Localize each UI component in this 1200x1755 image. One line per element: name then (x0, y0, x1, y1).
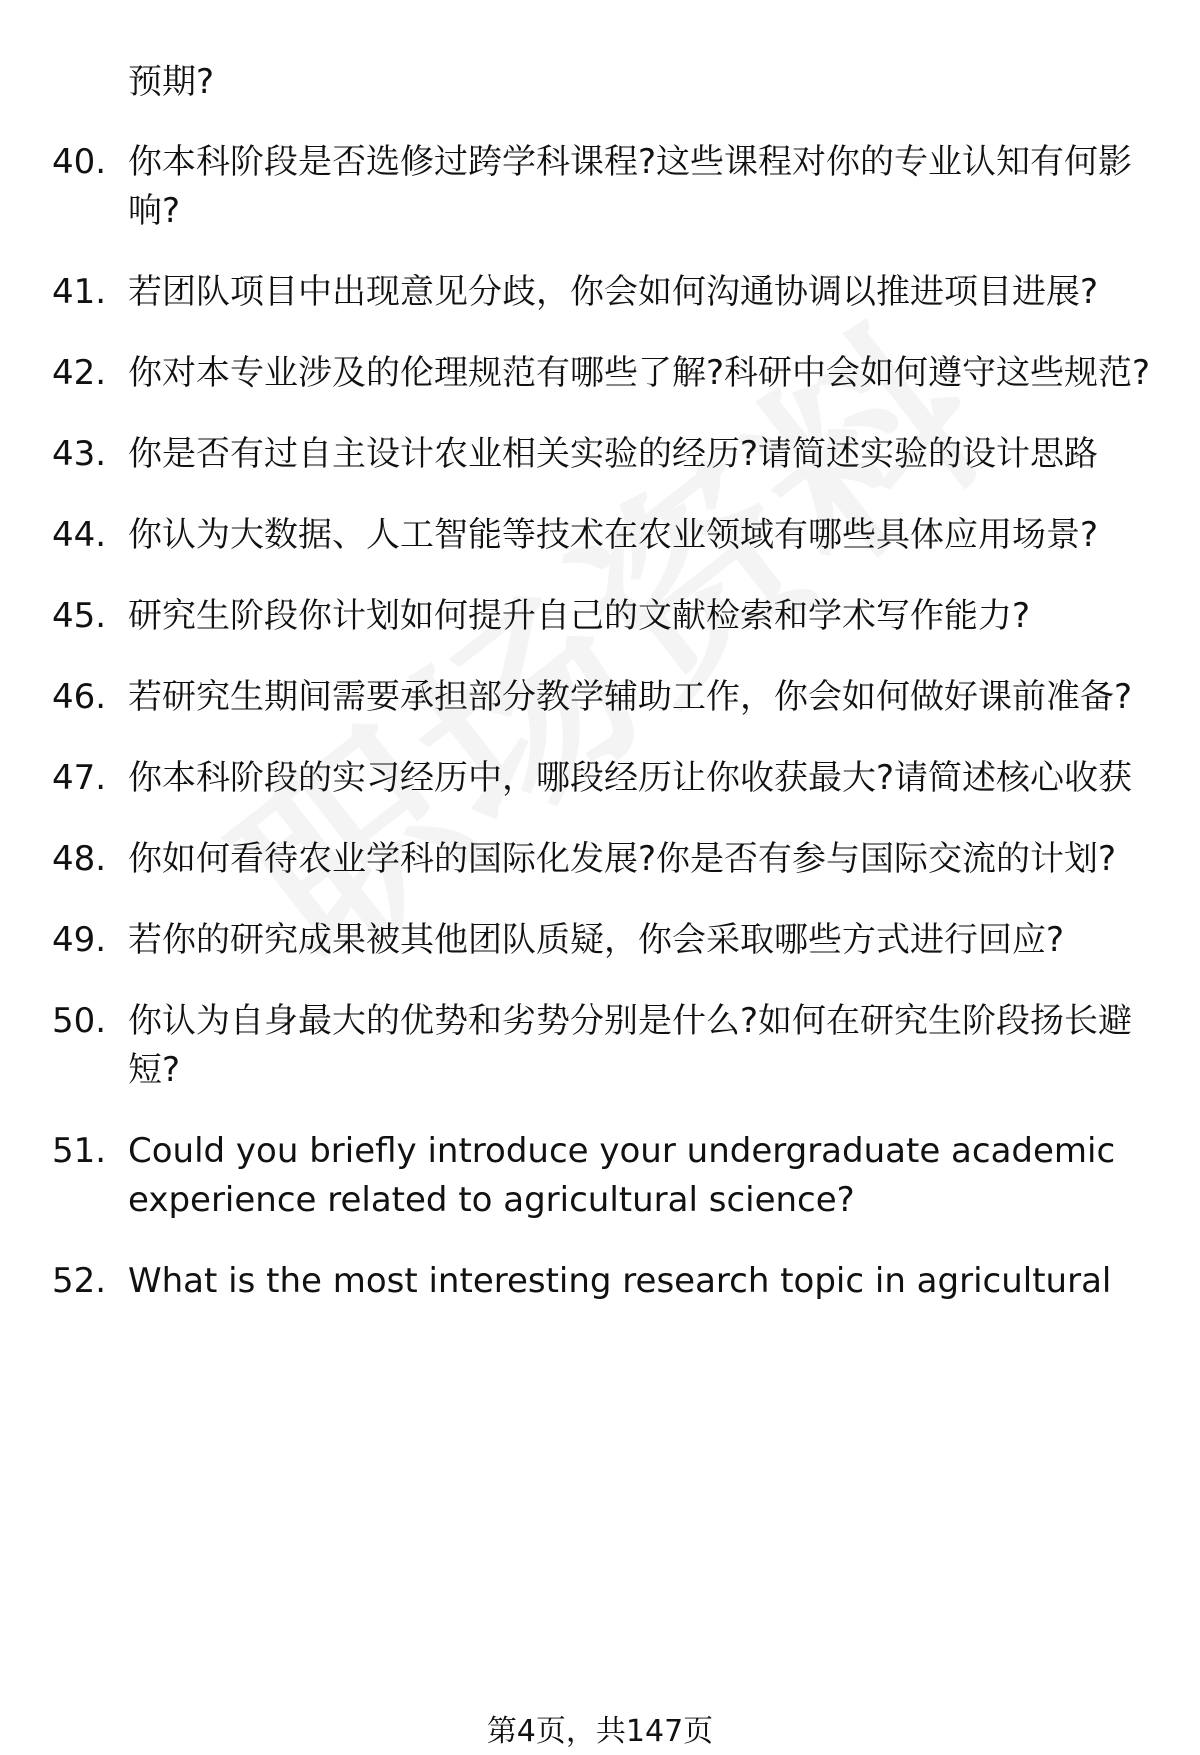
question-text: Could you briefly introduce your undergraduate academic experience related to agricultural science? (128, 1131, 1116, 1220)
question-number: 47. (52, 758, 107, 798)
question-number: 51. (52, 1131, 107, 1171)
question-text: 你如何看待农业学科的国际化发展?你是否有参与国际交流的计划? (128, 839, 1117, 879)
question-51 (52, 1127, 1152, 1225)
question-number: 42. (52, 353, 107, 393)
question-text: 你本科阶段的实习经历中，哪段经历让你收获最大?请简述核心收获 (128, 758, 1133, 798)
question-text: 若研究生期间需要承担部分教学辅助工作，你会如何做好课前准备? (128, 677, 1133, 717)
question-text: What is the most interesting research topic in agricultural (128, 1261, 1112, 1301)
question-50 (52, 997, 1152, 1095)
question-text: 你认为大数据、人工智能等技术在农业领域有哪些具体应用场景? (128, 515, 1099, 555)
question-40 (52, 138, 1152, 236)
question-text: 若你的研究成果被其他团队质疑，你会采取哪些方式进行回应? (128, 920, 1065, 960)
question-43 (52, 430, 1152, 479)
question-text: 研究生阶段你计划如何提升自己的文献检索和学术写作能力? (128, 596, 1031, 636)
question-continuation (52, 58, 1152, 107)
question-number: 52. (52, 1261, 107, 1301)
question-number: 48. (52, 839, 107, 879)
question-46 (52, 673, 1152, 722)
question-text: 你对本专业涉及的伦理规范有哪些了解?科研中会如何遵守这些规范? (128, 353, 1151, 393)
question-47 (52, 754, 1152, 803)
question-42 (52, 349, 1152, 398)
question-48 (52, 835, 1152, 884)
question-number: 46. (52, 677, 107, 717)
question-number: 44. (52, 515, 107, 555)
question-text: 你是否有过自主设计农业相关实验的经历?请简述实验的设计思路 (128, 434, 1099, 474)
question-number: 43. (52, 434, 107, 474)
page-footer: 第4页，共147页 (486, 1714, 714, 1749)
question-text: 你本科阶段是否选修过跨学科课程?这些课程对你的专业认知有何影响? (128, 142, 1133, 231)
question-number: 45. (52, 596, 107, 636)
question-52 (52, 1257, 1152, 1306)
question-list (52, 58, 1152, 1338)
question-number: 49. (52, 920, 107, 960)
question-text: 你认为自身最大的优势和劣势分别是什么?如何在研究生阶段扬长避短? (128, 1001, 1133, 1090)
question-49 (52, 916, 1152, 965)
question-text: 预期? (128, 62, 215, 102)
question-number: 41. (52, 272, 107, 312)
question-number: 40. (52, 142, 107, 182)
question-45 (52, 592, 1152, 641)
question-text: 若团队项目中出现意见分歧，你会如何沟通协调以推进项目进展? (128, 272, 1099, 312)
question-41 (52, 268, 1152, 317)
question-number: 50. (52, 1001, 107, 1041)
question-44 (52, 511, 1152, 560)
